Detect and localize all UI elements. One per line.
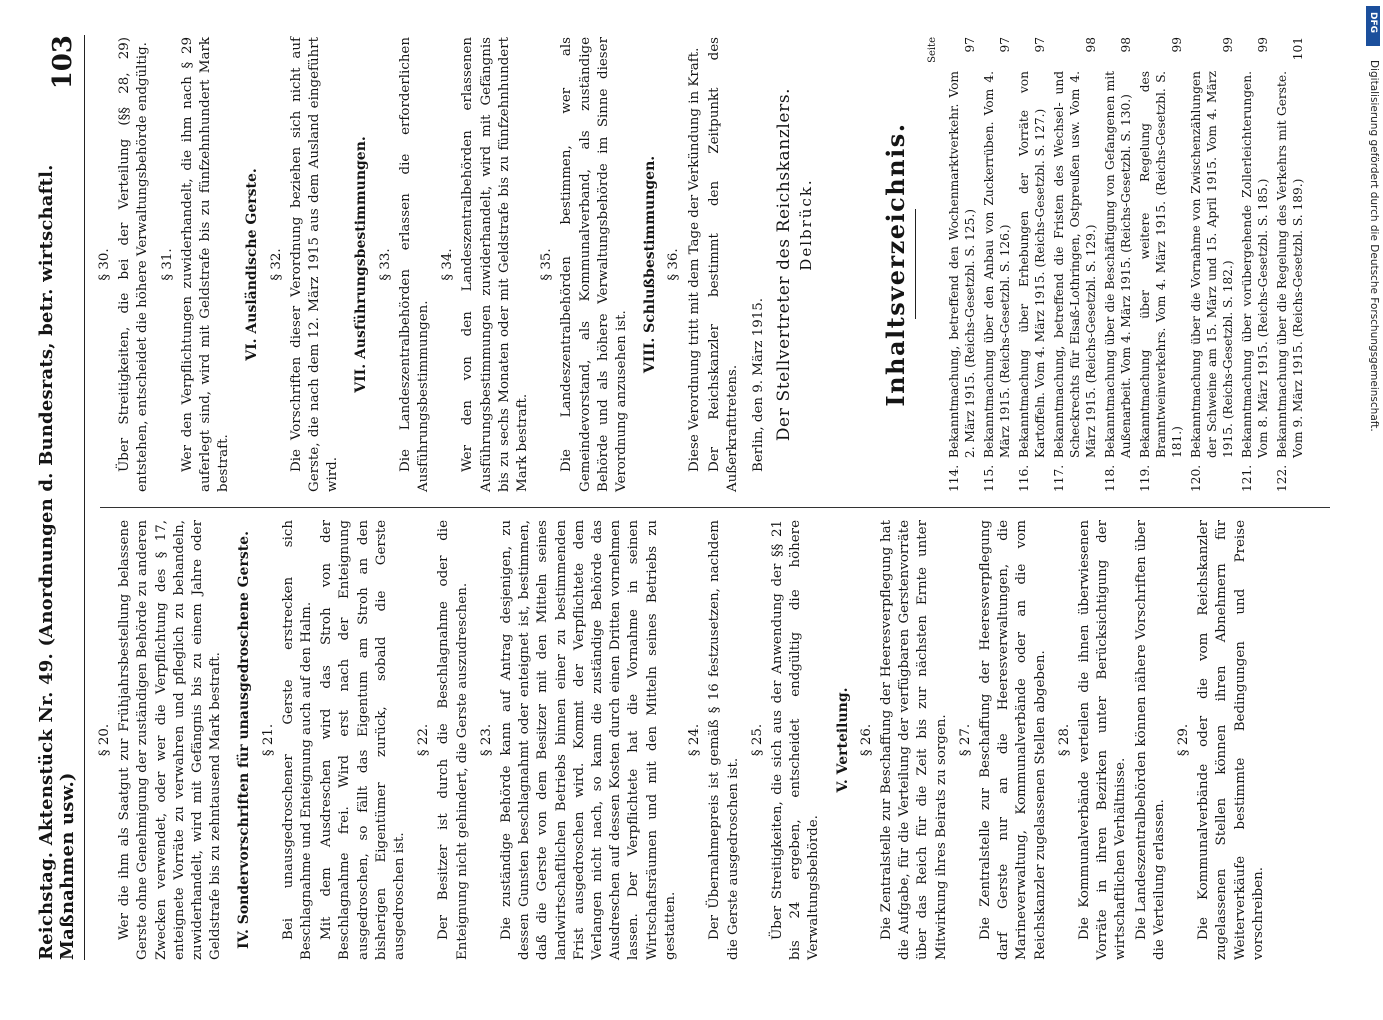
paragraph: Diese Verordnung tritt mit dem Tage der Verkündung in Kraft. [686,47,702,472]
section-number: § 30. [97,248,112,281]
section-number: § 34. [440,248,456,281]
toc-entry-number: 118. [1103,464,1118,492]
paragraph: Die Kommunalverbände oder die vom Reichskanzler zugelassenen Stellen können ihren Abnehmern für Weiterverkäufe bestimmte Bedingungen und Preise vorschreiben. [1196,520,1266,960]
toc-entry [1188,37,1236,492]
paragraph: Bei unausgedroschener Gerste erstrecken sich Beschlagnahme und Enteignung auch auf den Halm. [280,520,315,960]
section-number: § 25. [749,723,765,757]
paragraph: Über Streitigkeiten, die sich aus der Anwendung der §§ 21 bis 24 ergeben, entscheidet endgültig die höhere Verwaltungsbehörde. [769,520,822,960]
toc-entry-number: 122. [1275,464,1290,492]
toc-entry [981,37,1013,492]
paragraph: Wer die ihm als Saatgut zur Frühjahrsbestellung belassene Gerste ohne Genehmigung der zuständigen Behörde zu anderen Zwecken verwendet, oder wer die Verpflichtung des § 17, enteignete Vorräte zu verwahren und pfleglich zu behandeln, zuwiderhandelt, wird mit Gefängnis bis zu einem Jahre oder Geldstrafe bis zu zehntausend Mark bestraft. [117,520,224,960]
paragraph: Der Übernahmepreis ist gemäß § 16 festzusetzen, nachdem die Gerste ausgedroschen ist. [707,520,741,960]
section-number: § 23. [478,723,494,757]
toc-entry-text: Bekanntmachung über weitere Regelung des Branntweinverkehrs. Vom 4. März 1915. (Reichs-Gesetzbl. S. 181.) [1138,71,1185,458]
toc-entry-text: Bekanntmachung über die Vornahme von Zwischenzählungen der Schweine am 15. März und 15. April 1915. Vom 4. März 1915. (Reichs-Gesetzbl. S. 182.) [1189,71,1236,458]
table-of-contents [880,37,1306,492]
paragraph: Über Streitigkeiten, die bei der Verteilung (§§ 28, 29) entstehen, entscheidet die höhere Verwaltungsbehörde endgültig. [117,37,151,492]
toc-entry-number: 121. [1240,464,1255,492]
page-title: Reichstag. Aktenstück Nr. 49. (Anordnungen d. Bundesrats, betr. wirtschaftl. Maßnahmen usw.) [36,164,78,960]
paragraph: Die Kommunalverbände verteilen die ihnen überwiesenen Vorräte in ihren Bezirken unter Berücksichtigung der wirtschaftlichen Verhältnisse. [1076,520,1129,960]
page-header [38,35,85,960]
toc-entry-number: 115. [982,464,997,492]
paragraph: Die zuständige Behörde kann auf Antrag desjenigen, zu dessen Gunsten beschlagnahmt oder enteignet ist, bestimmen, daß die Gerste von dem Besitzer mit den Mitteln seines landwirtschaftlichen Betriebs binnen einer zu bestimmenden Frist ausgedroschen wird. Kommt der Verpflichtete dem Verlangen nicht nach, so kann die zuständige Behörde das Ausdreschen auf dessen Kosten durch einen Dritten vornehmen lassen. Der Verpflichtete hat die Vornahme in seinen Wirtschaftsräumen und mit den Mitteln seines Betriebs zu gestatten. [499,520,678,960]
section-number: § 32. [268,248,284,281]
section-number: § 21. [260,723,276,757]
toc-page-heading: Seite [927,37,939,63]
toc-entry-page: 98 [1084,37,1099,53]
toc-entry-page: 99 [1170,37,1185,53]
right-column-body [96,37,815,492]
paragraph: Der Besitzer ist durch die Beschlagnahme oder die Enteignung nicht gehindert, die Gerste auszudreschen. [436,520,470,960]
paragraph: Die Landeszentralbehörden können nähere Vorschriften über die Verteilung erlassen. [1133,520,1167,960]
toc-entry-text: Bekanntmachung über die Beschäftigung von Gefangenen mit Außenarbeit. Vom 4. März 1915. (Reichs-Gesetzbl. S. 130.) [1103,71,1134,458]
paragraph: Die Zentralstelle zur Beschaffung der Heeresverpflegung hat die Aufgabe, für die Verteilung der verfügbaren Gerstenvorräte über das Reich für die Zeit bis zur nächsten Ernte unter Mitwirkung ihres Beirats zu sorgen. [878,520,949,960]
toc-entry-text: Bekanntmachung über Erhebungen der Vorräte von Kartoffeln. Vom 4. März 1915. (Reichs-Gesetzbl. S. 127.) [1017,71,1048,458]
section-heading: VI. Ausländische Gerste. [244,168,261,361]
toc-title: Inhaltsverzeichnis. [880,122,910,407]
toc-entry-text: Bekanntmachung, betreffend die Fristen des Wechsel- und Scheckrechts für Elsaß-Lothringen, Ostpreußen usw. Vom 4. März 1915. (Reichs-Gesetzbl. S. 129.) [1052,71,1099,458]
toc-entry-text: Bekanntmachung, betreffend den Wochenmarktverkehr. Vom 2. März 1915. (Reichs-Gesetzbl. S. 125.) [947,71,978,458]
column-divider [100,507,1330,508]
section-number: § 31. [159,248,175,281]
signature-title: Der Stellvertreter des Reichskanzlers. [773,87,794,442]
section-number: § 29. [1175,723,1191,757]
toc-entry-text: Bekanntmachung über vorübergehende Zollerleichterungen. Vom 8. März 1915. (Reichs-Gesetzbl. S. 185.) [1240,71,1271,458]
paragraph: Der Reichskanzler bestimmt den Zeitpunkt des Außerkrafttretens. [706,37,741,492]
toc-entry-page: 99 [1221,37,1236,53]
toc-entry-page: 97 [998,37,1013,53]
paragraph: Die Landeszentralbehörden bestimmen, wer als Gemeindevorstand, als Kommunalverband, als zuständige Behörde und als höhere Verwaltungsbehörde im Sinne dieser Verordnung anzusehen ist. [559,37,630,492]
signature-date: Berlin, den 9. März 1915. [751,297,767,472]
section-number: § 36. [666,248,682,281]
paragraph: Mit dem Ausdreschen wird das Stroh von der Beschlagnahme frei. Wird erst nach der Enteignung ausgedroschen, so fällt das Eigentum am Stroh an den bisherigen Eigentümer zurück, sobald die Gerste ausgedroschen ist. [319,520,408,960]
toc-rule [915,210,916,320]
section-number: § 33. [377,248,393,281]
section-heading: VIII. Schlußbestimmungen. [642,155,659,374]
dfg-logo [1366,6,1380,46]
toc-entry-number: 117. [1052,464,1067,492]
paragraph: Die Landeszentralbehörden erlassen die erforderlichen Ausführungsbestimmungen. [397,37,432,492]
section-number: § 26. [858,723,874,757]
toc-entry-page: 98 [1119,37,1134,53]
section-heading: V. Verteilung. [834,687,851,793]
section-heading: VII. Ausführungsbestimmungen. [353,136,370,393]
toc-entry [1137,37,1185,492]
toc-entry-text: Bekanntmachung über die Regelung des Verkehrs mit Gerste. Vom 9. März 1915. (Reichs-Gesetzbl. S. 189.) [1275,71,1306,458]
toc-entry [1239,37,1271,492]
paragraph: Wer den von den Landeszentralbehörden erlassenen Ausführungsbestimmungen zuwiderhandelt, wird mit Gefängnis bis zu sechs Monaten oder mit Geldstrafe bis zu fünfzehnhundert Mark bestraft. [460,37,531,492]
section-number: § 28. [1056,723,1072,757]
toc-entry-number: 119. [1138,464,1153,492]
page-number: 103 [48,35,78,90]
left-column [90,520,1270,960]
right-column [90,37,1309,492]
paragraph: Die Zentralstelle zur Beschaffung der Heeresverpflegung darf Gerste nur an die Heeresverwaltungen, die Marineverwaltung, Kommunalverbände oder an die vom Reichskanzler zugelassenen Stellen abgeben. [977,520,1048,960]
toc-entry-page: 97 [963,37,978,53]
section-number: § 27. [957,723,973,757]
digitization-note: Digitalisierung gefördert durch die Deutsche Forschungsgemeinschaft. [1368,60,1380,432]
section-number: § 35. [539,248,555,281]
toc-entry-text: Bekanntmachung über den Anbau von Zuckerrüben. Vom 4. März 1915. (Reichs-Gesetzbl. S. 126.) [982,71,1013,458]
toc-list [946,37,1306,492]
toc-entry [946,37,978,492]
toc-entry [1274,37,1306,492]
toc-entry-page: 101 [1291,37,1306,61]
toc-entry [1051,37,1099,492]
section-number: § 20. [97,723,112,757]
toc-entry-number: 114. [947,464,962,492]
toc-entry-page: 99 [1256,37,1271,53]
toc-entry [1102,37,1134,492]
section-number: § 24. [687,723,703,757]
dfg-logo-text: DFG [1368,12,1378,34]
toc-entry-number: 120. [1189,464,1204,492]
section-number: § 22. [416,723,432,757]
toc-entry-page: 97 [1033,37,1048,53]
paragraph: Wer den Verpflichtungen zuwiderhandelt, die ihm nach § 29 auferlegt sind, wird mit Geldstrafe bis zu fünfzehnhundert Mark bestraft. [179,37,232,492]
paragraph: Die Vorschriften dieser Verordnung beziehen sich nicht auf Gerste, die nach dem 12. März 1915 aus dem Ausland eingeführt wird. [288,37,341,492]
toc-entry [1016,37,1048,492]
section-heading: IV. Sondervorschriften für unausgedroschene Gerste. [236,531,253,949]
signature-name: Delbrück. [796,178,815,271]
toc-entry-number: 116. [1017,464,1032,492]
